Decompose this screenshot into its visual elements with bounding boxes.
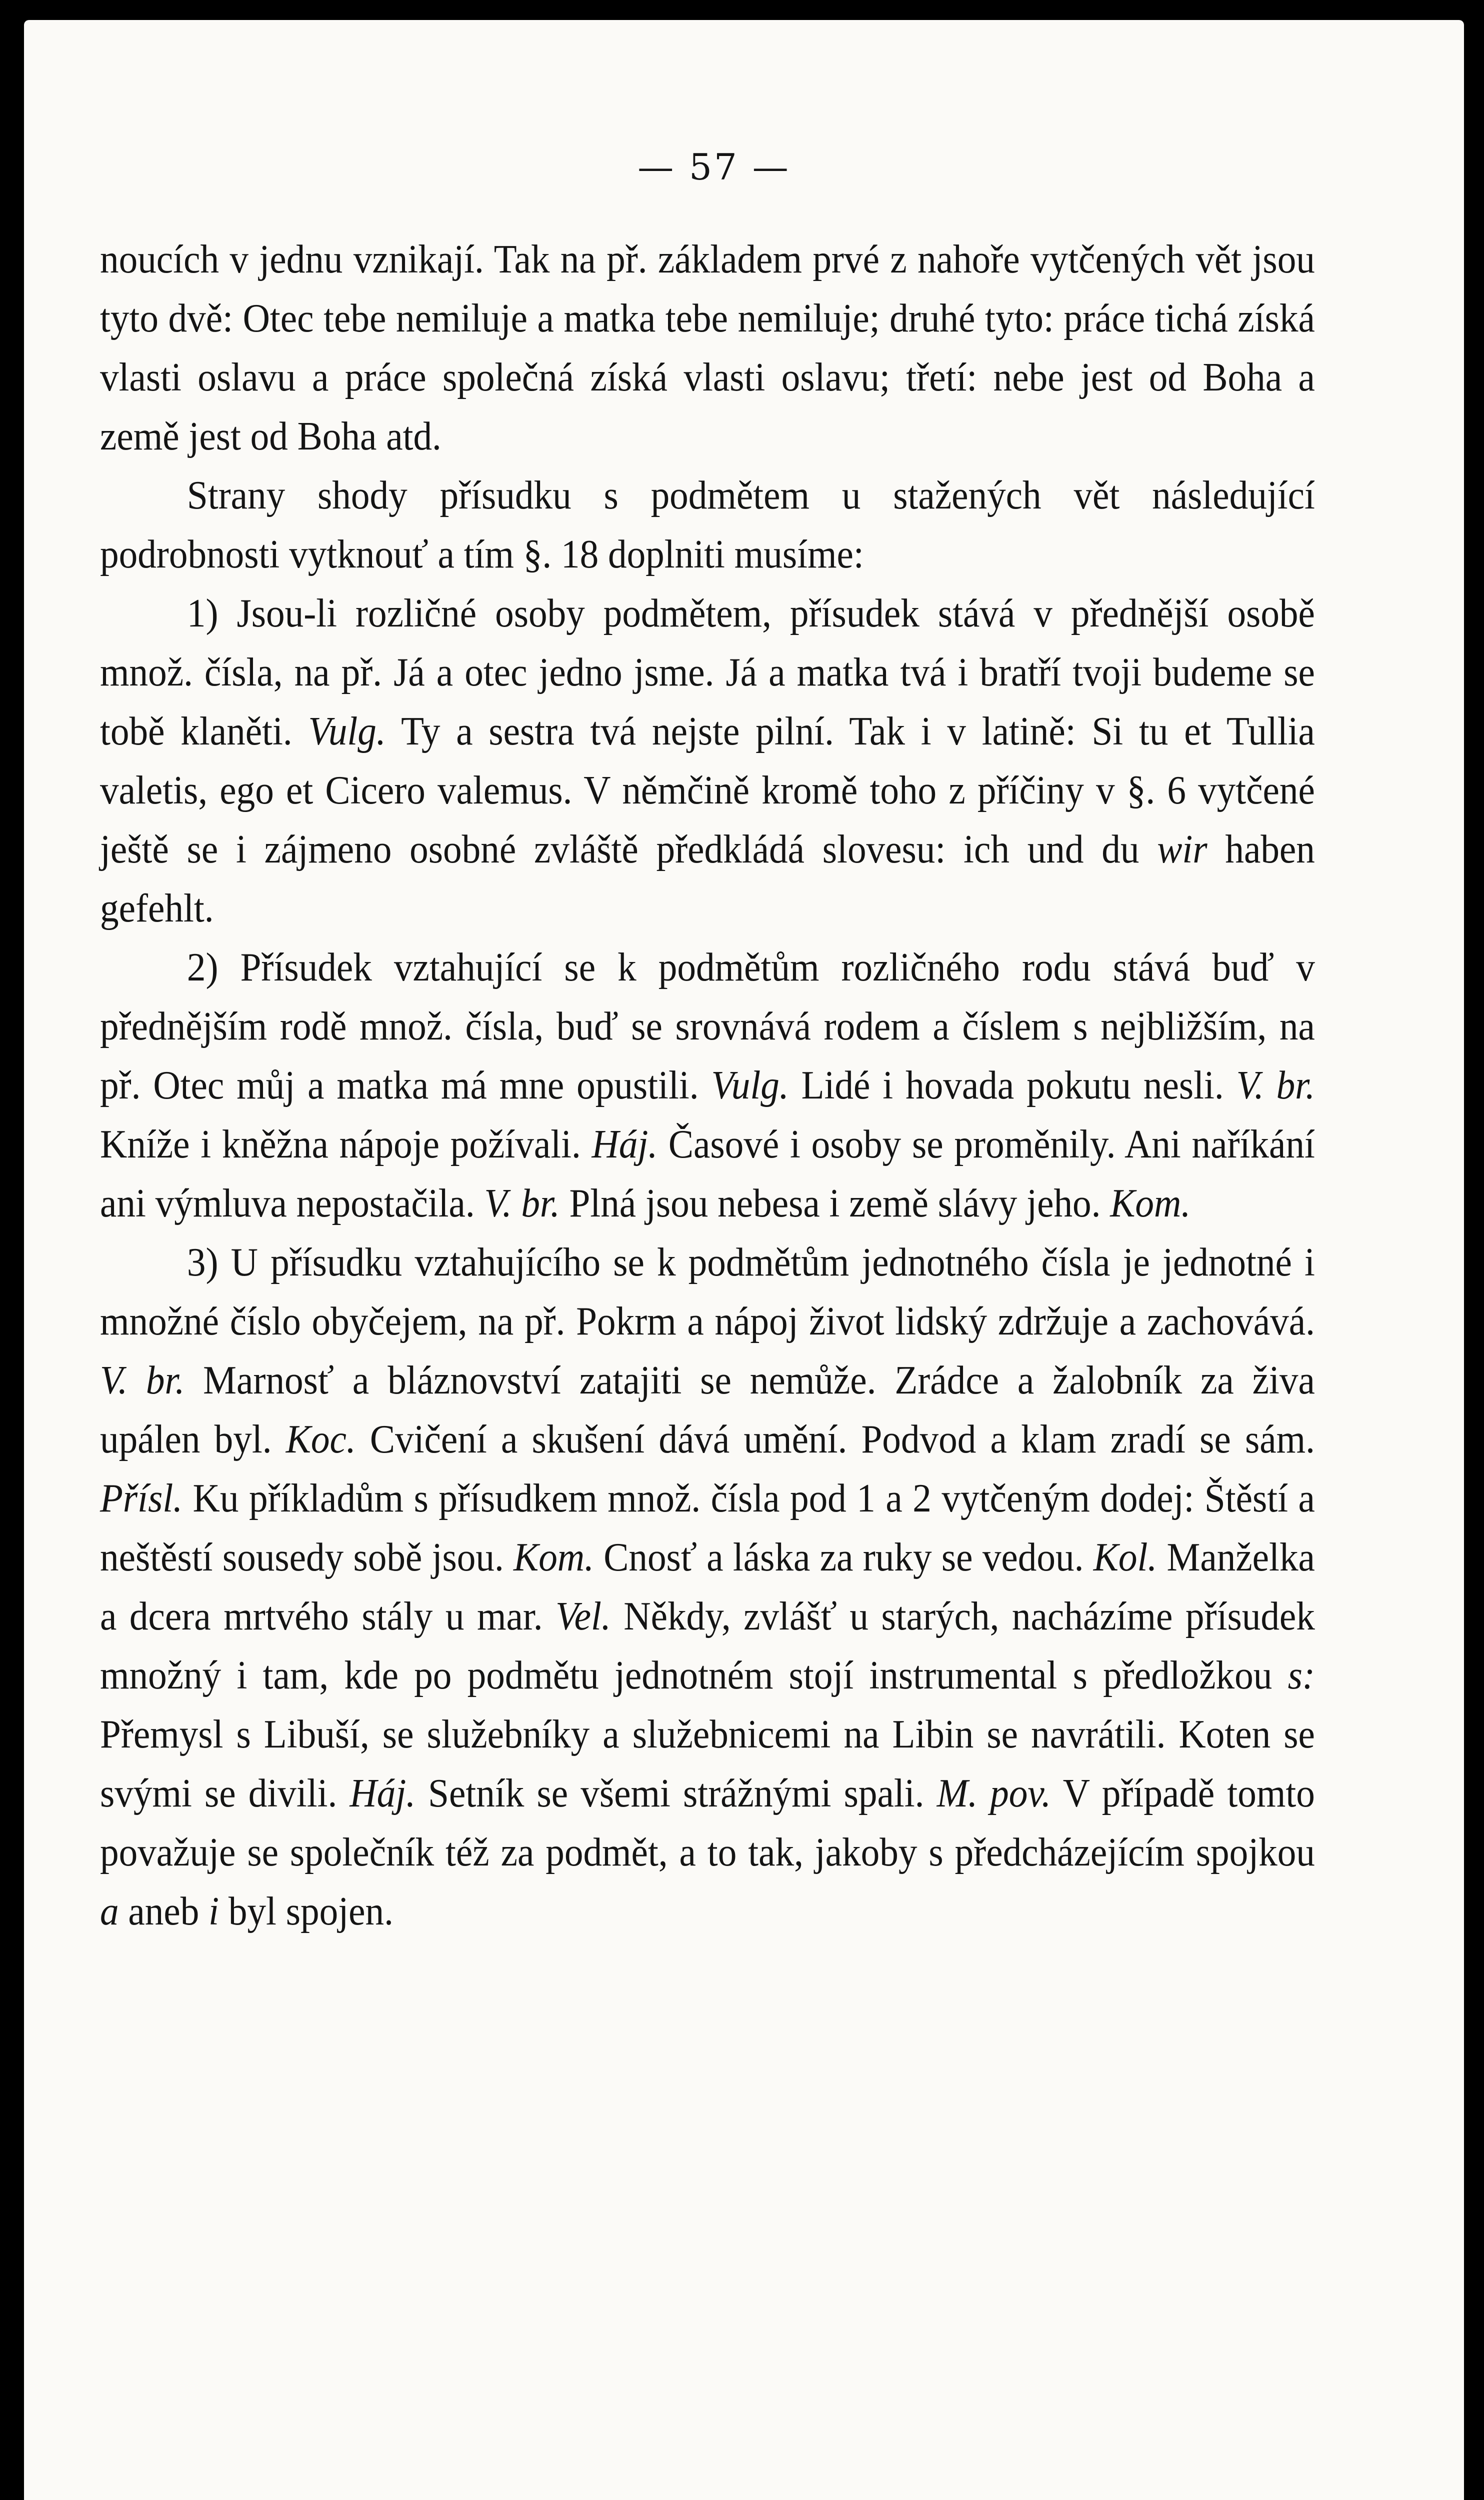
text-run: Strany shody přísudku s podmětem u stažených vět následující podrobnosti vytknouť a tím §. 18 doplniti musíme: xyxy=(100,474,1315,576)
citation-abbreviation: V. br. xyxy=(100,1358,185,1402)
citation-abbreviation: V. br. xyxy=(1236,1064,1315,1108)
text-run: 1) Jsou-li rozličné osoby podmětem, přísudek stává v přednější osobě množ. čísla, na př. Já a otec jedno jsme. Já a matka tvá i bratří tvoji budeme se tobě klaněti. xyxy=(100,592,1315,754)
citation-abbreviation: Vel. xyxy=(556,1594,611,1638)
citation-abbreviation: i xyxy=(208,1890,220,1934)
text-run: Kníže i kněžna nápoje požívali. xyxy=(100,1122,592,1166)
text-run: Lidé i hovada pokutu nesli. xyxy=(788,1064,1236,1108)
citation-abbreviation: Kom. xyxy=(1110,1182,1191,1226)
text-run: Plná jsou nebesa i země slávy jeho. xyxy=(560,1182,1110,1226)
text-run: Někdy, zvlášť u starých, nacházíme přísudek množný i tam, kde po podmětu jednotném stojí instrumental s předložkou xyxy=(100,1594,1315,1698)
text-run: 3) U přísudku vztahujícího se k podmětům jednotného čísla je jednotné i množné číslo obyčejem, na př. Pokrm a nápoj život lidský zdržuje a zachovává. xyxy=(100,1240,1315,1344)
citation-abbreviation: Vulg. xyxy=(308,710,386,754)
paragraph xyxy=(100,1233,1315,1941)
citation-abbreviation: a xyxy=(100,1890,119,1934)
text-run: Ty a sestra tvá nejste pilní. Tak i v latině: Si tu et Tullia valetis, ego et Cicero valemus. V němčině kromě toho z příčiny v §. 6 vytčené ještě se i zájmeno osobné zvláště předkládá slovesu: ich und du xyxy=(100,710,1315,872)
text-run: Marnosť a bláznovství zatajiti se nemůže. Zrádce a žalobník za živa upálen byl. xyxy=(100,1358,1315,1462)
citation-abbreviation: s: xyxy=(1288,1654,1315,1698)
citation-abbreviation: Kol. xyxy=(1093,1536,1158,1580)
text-run: noucích v jednu vznikají. Tak na př. základem prvé z nahoře vytčených vět jsou tyto dvě: Otec tebe nemiluje a matka tebe nemiluje; druhé tyto: práce tichá získá vlasti oslavu a práce společná získá vlasti oslavu; třetí: nebe jest od Boha a země jest od Boha atd. xyxy=(100,238,1315,458)
paragraph xyxy=(100,938,1315,1233)
paragraph xyxy=(100,584,1315,938)
citation-abbreviation: M. pov. xyxy=(936,1772,1051,1816)
citation-abbreviation: Kom. xyxy=(514,1536,594,1580)
body-text xyxy=(100,230,1315,1941)
page-number: — 57 — xyxy=(638,146,790,188)
text-run: haben gefehlt. xyxy=(100,828,1315,930)
text-run: 2) Přísudek vztahující se k podmětům rozličného rodu stává buď v přednějším rodě množ. čísla, buď se srovnává rodem a číslem s nejbližším, na př. Otec můj a matka má mne opustili. xyxy=(100,946,1315,1108)
citation-abbreviation: Háj. xyxy=(592,1122,658,1166)
text-run: Cnosť a láska za ruky se vedou. xyxy=(594,1536,1094,1580)
text-run: Časové i osoby se proměnily. Ani naříkání ani výmluva nepostačila. xyxy=(100,1122,1315,1226)
text-run: Cvičení a skušení dává umění. Podvod a klam zradí se sám. xyxy=(356,1418,1315,1462)
citation-abbreviation: wir xyxy=(1157,828,1208,872)
text-run: Přemysl s Libuší, se služebníky a služebnicemi na Libin se navrátili. Koten se svými se divili. xyxy=(100,1712,1315,1816)
text-run: aneb xyxy=(118,1890,209,1934)
text-run: byl spojen. xyxy=(219,1890,394,1934)
text-run: Setník se všemi strážnými spali. xyxy=(416,1772,937,1816)
citation-abbreviation: V. br. xyxy=(484,1182,560,1226)
citation-abbreviation: Vulg. xyxy=(711,1064,789,1108)
text-run: Manželka a dcera mrtvého stály u mar. xyxy=(100,1536,1315,1638)
citation-abbreviation: Přísl. xyxy=(100,1476,183,1520)
text-run: V případě tomto považuje se společník též za podmět, a to tak, jakoby s předcházejícím spojkou xyxy=(100,1772,1315,1874)
paragraph xyxy=(100,230,1315,466)
citation-abbreviation: Háj. xyxy=(350,1772,416,1816)
paragraph xyxy=(100,466,1315,584)
citation-abbreviation: Koc. xyxy=(286,1418,356,1462)
text-run: Ku příkladům s přísudkem množ. čísla pod 1 a 2 vytčeným dodej: Štěstí a neštěstí sousedy sobě jsou. xyxy=(100,1476,1315,1580)
book-page xyxy=(24,20,1464,2500)
